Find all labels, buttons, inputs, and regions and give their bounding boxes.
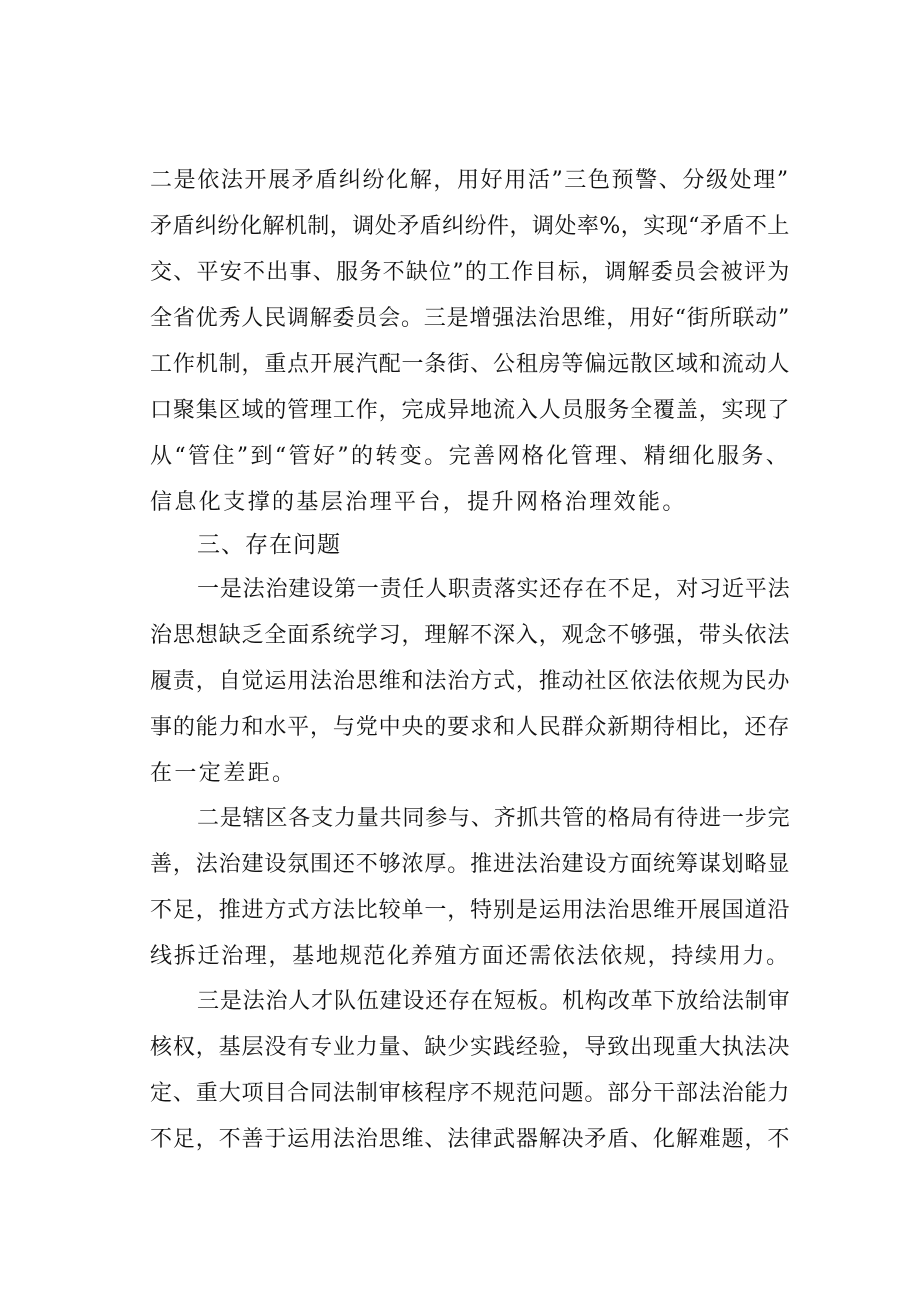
text-line: 线拆迁治理，基地规范化养殖方面还需依法依规，持续用力。 <box>150 944 790 969</box>
text-line: 一是法治建设第一责任人职责落实还存在不足，对习近平法 <box>197 577 791 602</box>
text-line: 在一定差距。 <box>150 761 297 786</box>
text-line: 履责，自觉运用法治思维和法治方式，推动社区依法依规为民办 <box>150 669 791 694</box>
text-line: 事的能力和水平，与党中央的要求和人民群众新期待相比，还存 <box>150 715 791 740</box>
text-line: 三是法治人才队伍建设还存在短板。机构改革下放给法制审 <box>197 989 791 1014</box>
text-line: 交、平安不出事、服务不缺位”的工作目标，调解委员会被评为 <box>150 260 791 285</box>
text-line: 核权，基层没有专业力量、缺少实践经验，导致出现重大执法决 <box>150 1035 791 1060</box>
text-line: 二是依法开展矛盾纠纷化解，用好用活”三色预警、分级处理” <box>150 168 790 193</box>
text-line: 二是辖区各支力量共同参与、齐抓共管的格局有待进一步完 <box>197 806 791 831</box>
text-line: 定、重大项目合同法制审核程序不规范问题。部分干部法治能力 <box>150 1081 791 1106</box>
section-heading: 三、存在问题 <box>197 532 341 558</box>
text-line: 从“管住”到“管好”的转变。完善网格化管理、精细化服务、 <box>150 444 791 469</box>
text-line: 不足，推进方式方法比较单一，特别是运用法治思维开展国道沿 <box>150 898 791 923</box>
text-line: 信息化支撑的基层治理平台，提升网格治理效能。 <box>150 490 687 515</box>
text-line: 口聚集区域的管理工作，完成异地流入人员服务全覆盖，实现了 <box>150 398 791 423</box>
text-line: 全省优秀人民调解委员会。三是增强法治思维，用好“街所联动” <box>150 306 791 331</box>
text-line: 不足，不善于运用法治思维、法律武器解决矛盾、化解难题，不 <box>150 1127 791 1152</box>
text-line: 善，法治建设氛围还不够浓厚。推进法治建设方面统筹谋划略显 <box>150 852 791 877</box>
text-line: 矛盾纠纷化解机制，调处矛盾纠纷件，调处率%，实现“矛盾不上 <box>150 214 790 239</box>
text-line: 治思想缺乏全面系统学习，理解不深入，观念不够强，带头依法 <box>150 623 791 648</box>
text-line: 工作机制，重点开展汽配一条街、公租房等偏远散区域和流动人 <box>150 352 791 377</box>
